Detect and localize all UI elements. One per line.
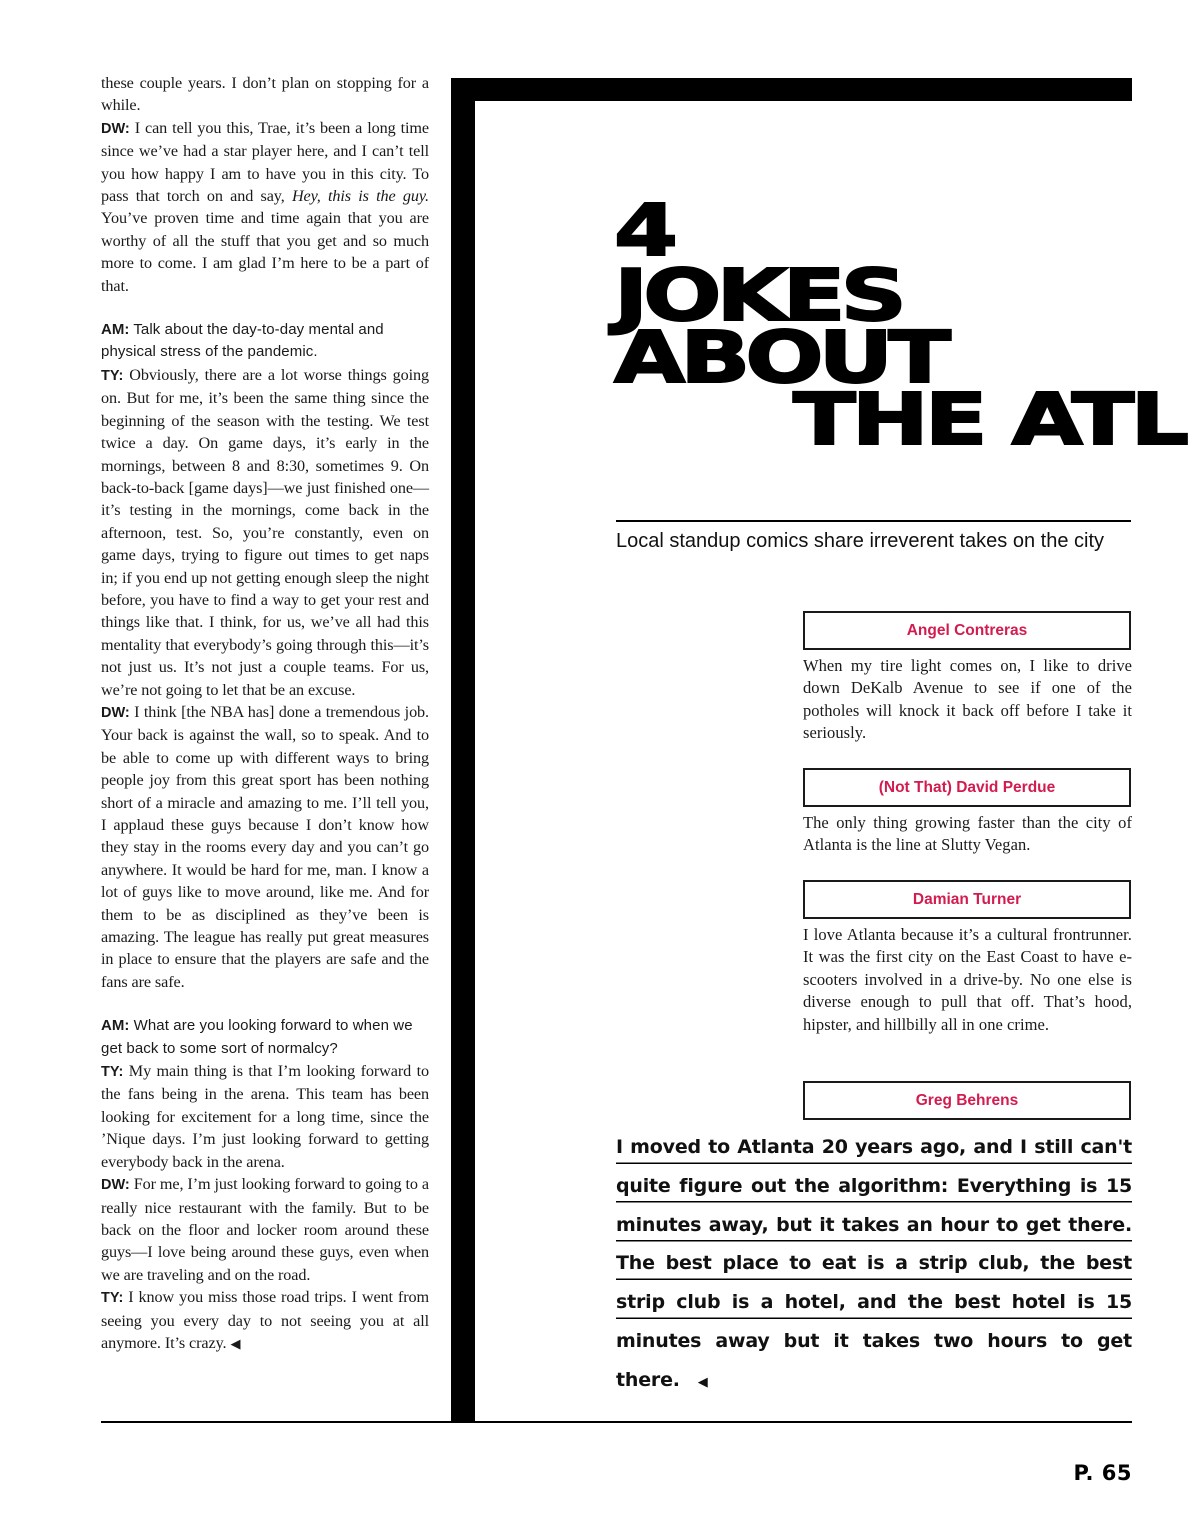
page-bottom-rule: [101, 1421, 1132, 1423]
article-paragraph: [101, 1173, 429, 1286]
interview-question: [101, 1015, 429, 1060]
sidebar-title-number: 4: [614, 188, 674, 273]
paragraph-text: I can tell you this, Trae, it’s been a long time since we’ve had a star player here, and I can’t tell you how happy I am to have you in this city. To pass that torch on and say,: [101, 118, 429, 206]
comic-name-box: Angel Contreras: [803, 611, 1131, 650]
speaker-label: AM:: [101, 1017, 130, 1035]
sidebar-title-line: ABOUT: [614, 315, 946, 400]
question-text: Talk about the day-to-day mental and physical stress of the pandemic.: [101, 321, 384, 361]
page-number: P. 65: [1073, 1461, 1132, 1485]
speaker-label: TY:: [101, 1290, 124, 1307]
speaker-label: TY:: [101, 1064, 124, 1081]
article-paragraph: [101, 1060, 429, 1173]
sidebar-frame-left: [451, 78, 475, 1422]
article-paragraph: [101, 701, 429, 993]
article-column: [101, 72, 429, 1355]
interview-question: [101, 319, 429, 364]
comic-joke: When my tire light comes on, I like to drive down DeKalb Avenue to see if one of the potholes will knock it back off before I take it seriously.: [803, 656, 1132, 743]
end-triangle-icon: ◀: [230, 1335, 241, 1351]
sidebar-frame-top: [451, 78, 1132, 101]
speaker-label: DW:: [101, 120, 130, 137]
paragraph-text: My main thing is that I’m looking forward to the fans being in the arena. This team has been looking for excitement for a long time, since the ’Nique days. I’m just looking forward to getting everybody back in the arena.: [101, 1062, 429, 1171]
sidebar-deck: Local standup comics share irreverent takes on the city: [616, 530, 1105, 552]
article-paragraph: [101, 364, 429, 701]
paragraph-text: Obviously, there are a lot worse things going on. But for me, it’s been the same thing since the beginning of the season with the testing. We test twice a day. On game days, it’s early in the mornings, between 8 and 8:30, sometimes 9. On back-to-back [game days]—we just finished one—it’s testing in the mornings, come back in the afternoon, test. So, you’re constantly, even on game days, trying to figure out times to get naps in; if you end up not getting enough sleep the night before, you have to find a way to get your rest and things like that. I think, for us, we’ve all had this mentality that everybody’s going through this—it’s not just us. It’s not just a couple teams. For us, we’re not going to let that be an excuse.: [101, 365, 429, 699]
paragraph-text: You’ve proven time and time again that you are worthy of all the stuff that you get and so much more to come. I am glad I’m here to be a part of that.: [101, 209, 429, 295]
question-text: What are you looking forward to when we get back to some sort of normalcy?: [101, 1017, 413, 1057]
comic-joke: I love Atlanta because it’s a cultural frontrunner. It was the first city on the East Coast to have e-scooters involved in a drive-by. No one else is diverse enough to pull that off. That’s hood, hipster, and hillbilly all in one crime.: [803, 925, 1132, 1034]
speaker-label: DW:: [101, 704, 130, 721]
article-paragraph: these couple years. I don’t plan on stopping for a while.: [101, 74, 429, 115]
paragraph-text: For me, I’m just looking forward to going to a really nice restaurant with the family. But to be back on the floor and locker room around these guys—I love being around these guys, even when we are traveling and on the road.: [101, 1175, 429, 1284]
featured-joke-text: I moved to Atlanta 20 years ago, and I still can't quite figure out the algorithm: Everything is 15 minutes away, but it takes an hour to get there. The best place to eat is a strip club, the best strip club is a hotel, and the best hotel is 15 minutes away but it takes two hours to get there.: [616, 1136, 1132, 1391]
sidebar-title-line: JOKES: [614, 253, 902, 338]
article-paragraph: [101, 1286, 429, 1355]
italic-quote: Hey, this is the guy.: [291, 187, 429, 206]
paragraph-text: I know you miss those road trips. I went from seeing you every day to not seeing you at all anymore. It’s crazy.: [101, 1288, 429, 1352]
deck-divider: [616, 520, 1131, 522]
speaker-label: AM:: [101, 321, 130, 339]
speaker-label: DW:: [101, 1177, 130, 1194]
article-paragraph: [101, 117, 429, 297]
end-triangle-icon: ◀: [697, 1374, 708, 1390]
comic-name-box: Damian Turner: [803, 880, 1131, 919]
speaker-label: TY:: [101, 367, 124, 384]
comic-joke-featured: [616, 1128, 1132, 1403]
paragraph-text: I think [the NBA has] done a tremendous job. Your back is against the wall, so to speak. And to be able to come up with different ways to bring people joy from this great sport has been nothing short of a miracle and amazing to me. I’ll tell you, I applaud these guys because I don’t know how they stay in the rooms every day and you can’t go anywhere. It would be hard for me, man. I know a lot of guys like to move around, like me. And for them to be as disciplined as they’ve been is amazing. The league has really put great measures in place to ensure that the players are safe and the fans are safe.: [101, 702, 429, 991]
comic-name-box: Greg Behrens: [803, 1081, 1131, 1120]
comic-joke: The only thing growing faster than the city of Atlanta is the line at Slutty Vegan.: [803, 813, 1132, 855]
sidebar-title-line: THE ATL: [793, 377, 1186, 462]
comic-name-box: (Not That) David Perdue: [803, 768, 1131, 807]
